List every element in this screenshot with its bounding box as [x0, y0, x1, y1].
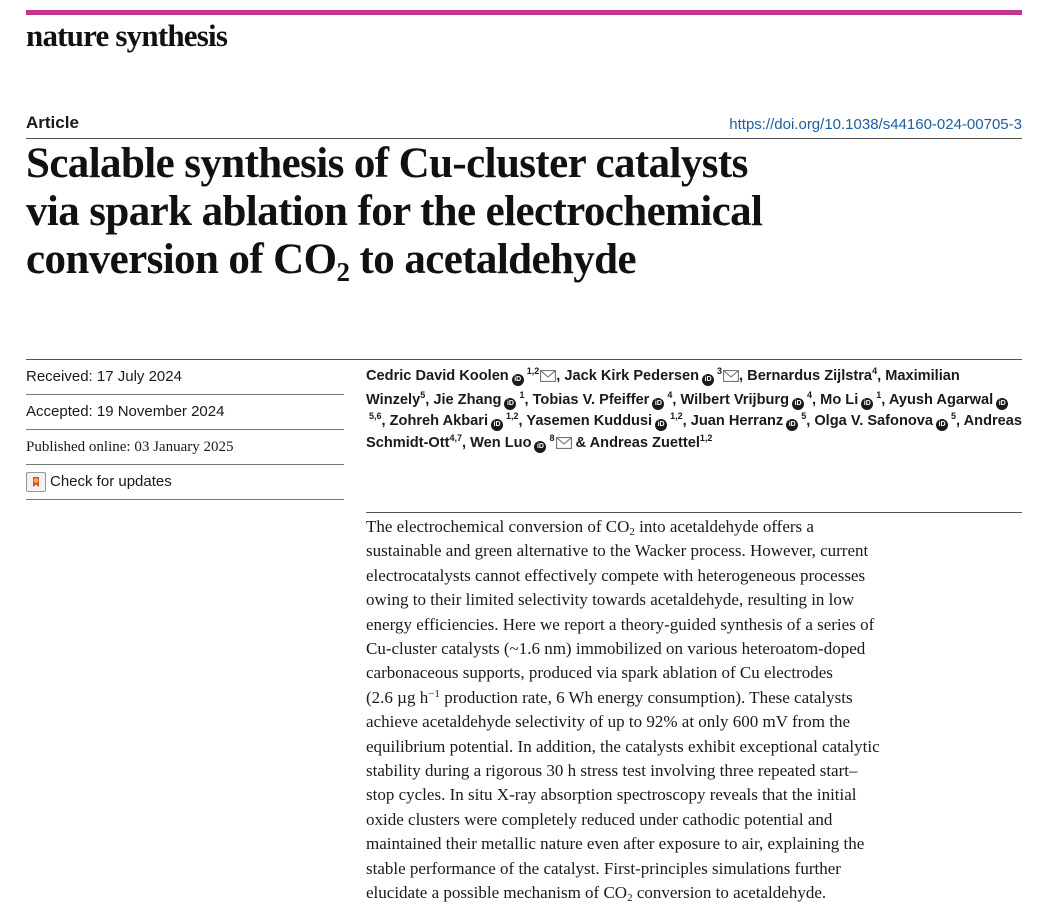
- abstract-line: maintained their metallic nature even after exposure to air, explaining the: [366, 834, 865, 854]
- author-name[interactable]: Yasemen Kuddusi: [526, 413, 653, 430]
- abstract-line: stable performance of the catalyst. First-principles simulations further: [366, 858, 841, 878]
- author-name[interactable]: Olga V. Safonova: [814, 413, 934, 430]
- author-name[interactable]: Tobias V. Pfeiffer: [532, 391, 650, 408]
- author-affiliation: 5,6: [369, 411, 382, 422]
- author-entry[interactable]: [433, 389, 525, 408]
- author-affiliation: 8: [549, 432, 555, 443]
- author-affiliation: 4: [872, 366, 878, 377]
- author-name[interactable]: Mo Li: [820, 391, 859, 408]
- author-name[interactable]: Jie Zhang: [433, 391, 502, 408]
- author-name[interactable]: Juan Herranz: [690, 413, 784, 430]
- orcid-icon[interactable]: iD: [534, 441, 546, 453]
- author-affiliation: 1,2: [699, 432, 713, 443]
- orcid-icon[interactable]: iD: [861, 398, 873, 410]
- abstract-line: stop cycles. In situ X-ray absorption spectroscopy reveals that the initial: [366, 785, 857, 805]
- title-text: to acetaldehyde: [349, 236, 636, 283]
- title-text: conversion of CO: [26, 236, 337, 283]
- orcid-icon[interactable]: iD: [702, 374, 714, 386]
- author-affiliation: 4: [667, 389, 673, 400]
- orcid-icon[interactable]: iD: [491, 419, 503, 431]
- abstract-line: achieve acetaldehyde selectivity of up to 92% at only 600 mV from the: [366, 712, 851, 732]
- published-date: Published online: 03 January 2025: [26, 430, 344, 465]
- divider: [366, 512, 1022, 513]
- author-list: Cedric David Koolen iD$^{1,2}$ , Jack Kirk Pedersen $iD^3$ , Bernardus Zijlstra$^4$, Maximilian Winzely$^5$, Jie Zhang $iD^1$, Tobias V. Pfeiffer $iD^4$, Wilbert Vrijburg $iD^4$, Mo Li $iD^1$, Ayush Agarwal iD$^{5,6}$, Zohreh Akbari iD$^{1,2}$, Yasemen Kuddusi iD$^{1,2}$, Juan Herranz $iD^5$, Olga V. Safonova $iD^5$, Andreas Schmidt-Ott$^{4,7}$, Wen Luo $iD^8$ & Andreas Zuettel$^{1,2}$: [366, 366, 1026, 456]
- author-affiliation: 4,7: [449, 432, 463, 443]
- author-affiliation: 5: [951, 411, 957, 422]
- author-entry[interactable]: [747, 368, 877, 384]
- author-entry[interactable]: [390, 413, 519, 429]
- abstract-line: (2.6 µg $h^{-1}$ production rate, 6 Wh energy consumption). These catalysts: [366, 687, 853, 707]
- check-for-updates-icon: [26, 472, 46, 492]
- author-name[interactable]: Jack Kirk Pedersen: [564, 368, 700, 384]
- mail-icon[interactable]: [556, 435, 572, 457]
- author-name[interactable]: Cedric David Koolen: [366, 368, 509, 384]
- journal-accent-bar: [26, 10, 1022, 15]
- abstract-line: carbonaceous supports, produced via spark ablation of Cu electrodes: [366, 663, 833, 683]
- abstract-line: Cu-cluster catalysts (~1.6 nm) immobilized on various heteroatom-doped: [366, 639, 866, 659]
- author-entry[interactable]: [532, 389, 673, 408]
- check-for-updates-label: Check for updates: [50, 473, 172, 490]
- orcid-icon[interactable]: iD: [652, 398, 664, 410]
- mail-icon[interactable]: [723, 368, 739, 390]
- orcid-icon[interactable]: iD: [792, 398, 804, 410]
- title-line-1: Scalable synthesis of Cu-cluster catalysts: [26, 140, 748, 187]
- article-title: [26, 140, 1026, 287]
- author-affiliation: 1,2: [526, 366, 540, 377]
- check-for-updates-button[interactable]: [26, 465, 344, 500]
- author-entry[interactable]: [589, 432, 713, 451]
- author-affiliation: 1: [519, 389, 525, 400]
- orcid-icon[interactable]: iD: [512, 374, 524, 386]
- journal-logo[interactable]: nature synthesis: [26, 18, 228, 53]
- divider: [26, 138, 1022, 139]
- mail-icon[interactable]: [540, 368, 556, 390]
- author-affiliation: 4: [807, 389, 813, 400]
- author-name[interactable]: Wen Luo: [470, 434, 532, 451]
- orcid-icon[interactable]: iD: [655, 419, 667, 431]
- author-entry[interactable]: [564, 368, 739, 384]
- author-affiliation: 1,2: [506, 411, 519, 422]
- abstract-line: energy efficiencies. Here we report a theory-guided synthesis of a series of: [366, 614, 875, 634]
- abstract-line: stability during a rigorous 30 h stress test involving three repeated start–: [366, 761, 858, 781]
- abstract-line: owing to their limited selectivity towards acetaldehyde, resulting in low: [366, 590, 855, 610]
- abstract-line: elucidate a possible mechanism of $CO_2$ conversion to acetaldehyde.: [366, 883, 827, 905]
- author-name[interactable]: Wilbert Vrijburg: [680, 391, 790, 408]
- abstract: [366, 515, 1026, 906]
- abstract-line: equilibrium potential. In addition, the catalysts exhibit exceptional catalytic: [366, 736, 880, 756]
- author-name[interactable]: Andreas Zuettel: [589, 434, 700, 451]
- author-affiliation: 3: [717, 366, 723, 377]
- author-affiliation: 1,2: [670, 411, 683, 422]
- abstract-line: oxide clusters were completely reduced under cathodic potential and: [366, 809, 833, 829]
- author-affiliation: 5: [801, 411, 807, 422]
- orcid-icon[interactable]: iD: [996, 398, 1008, 410]
- accepted-date: Accepted: 19 November 2024: [26, 395, 344, 430]
- author-entry[interactable]: [814, 413, 956, 429]
- author-entry[interactable]: [820, 389, 882, 408]
- author-name[interactable]: Zohreh Akbari: [389, 413, 489, 430]
- doi-link[interactable]: https://doi.org/10.1038/s44160-024-00705-3: [729, 116, 1022, 133]
- author-entry[interactable]: [366, 368, 556, 384]
- title-subscript: 2: [336, 257, 350, 287]
- orcid-icon[interactable]: iD: [786, 419, 798, 431]
- orcid-icon[interactable]: iD: [504, 398, 516, 410]
- title-line-2: via spark ablation for the electrochemical: [26, 188, 763, 235]
- received-date: Received: 17 July 2024: [26, 360, 344, 395]
- article-type-label: Article: [26, 113, 79, 132]
- author-name[interactable]: Ayush Agarwal: [888, 391, 994, 408]
- abstract-line: The electrochemical conversion of $CO_2$ into acetaldehyde offers a: [366, 517, 814, 538]
- author-name[interactable]: Andreas Schmidt-Ott: [366, 413, 1023, 451]
- author-name[interactable]: Bernardus Zijlstra: [747, 368, 873, 384]
- article-history: [26, 360, 344, 500]
- author-entry[interactable]: [691, 413, 806, 429]
- orcid-icon[interactable]: iD: [936, 419, 948, 431]
- abstract-line: sustainable and green alternative to the Wacker process. However, current: [366, 541, 869, 561]
- abstract-line: electrocatalysts cannot effectively compete with heterogeneous processes: [366, 565, 866, 585]
- author-affiliation: 1: [876, 389, 882, 400]
- author-name[interactable]: Maximilian Winzely: [366, 368, 960, 408]
- author-entry[interactable]: [680, 389, 813, 408]
- author-entry[interactable]: [470, 432, 571, 451]
- title-line-3: [26, 236, 1026, 287]
- author-entry[interactable]: [526, 413, 682, 429]
- author-affiliation: 5: [420, 389, 426, 400]
